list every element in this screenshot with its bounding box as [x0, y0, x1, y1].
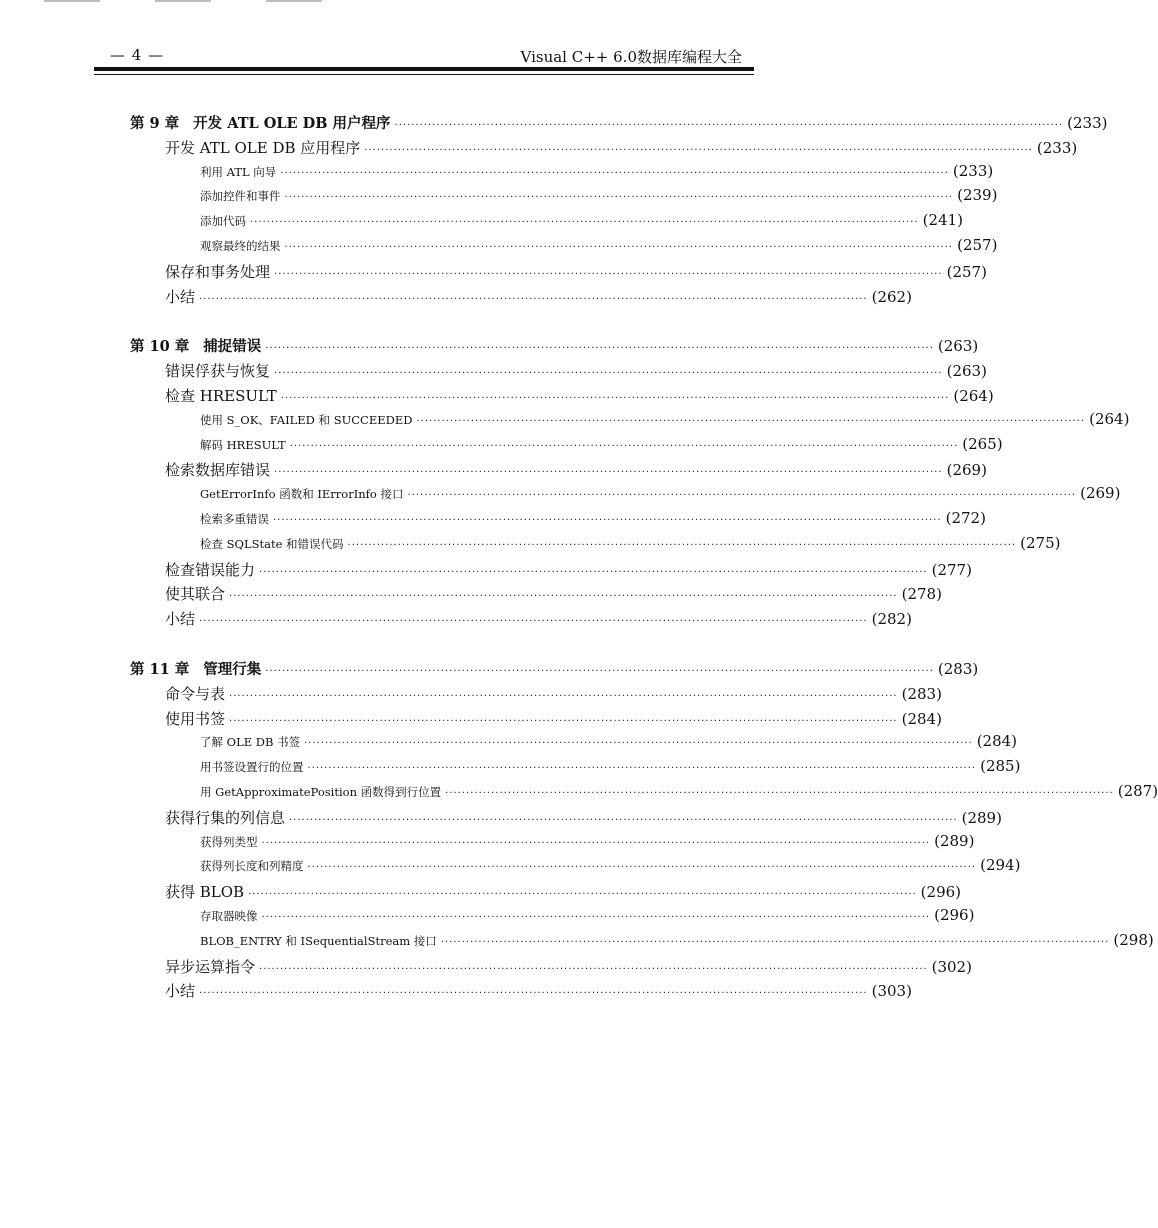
scan-mark [44, 0, 100, 2]
section-row [130, 881, 962, 906]
entry-title-group [130, 112, 391, 133]
header-rule [94, 67, 754, 71]
dot-leader: ································································································································································ [416, 415, 1086, 427]
entry-title-group [165, 459, 270, 480]
subsection-row [130, 905, 975, 931]
entry-title-group [130, 335, 261, 356]
dot-leader: ································································································································································ [307, 763, 977, 775]
page-reference: (285) [980, 757, 1021, 776]
dot-leader: ································································································································································ [261, 911, 931, 923]
subsection-row [130, 508, 986, 534]
page-reference: (233) [1036, 138, 1078, 157]
entry-title: 解码 HRESULT [200, 437, 286, 452]
subsection-row [130, 409, 1130, 435]
entry-title: 利用 ATL 向导 [200, 164, 277, 179]
dot-leader: ································································································································································ [229, 715, 898, 727]
page-reference: (284) [976, 732, 1018, 751]
scan-mark [266, 0, 322, 2]
entry-title-group [200, 164, 276, 180]
section-row [130, 559, 972, 584]
entry-title: 使用 S_OK、FAILED 和 SUCCEEDED [200, 412, 413, 427]
subsection-row [130, 235, 998, 261]
section-row [130, 807, 1002, 832]
entry-title: 开发 ATL OLE DB 用户程序 [193, 115, 391, 132]
subsection-row [130, 856, 1021, 881]
entry-title-group [165, 360, 270, 381]
dot-leader: ································································································································································ [274, 268, 943, 280]
page-reference: (241) [922, 211, 963, 230]
section-row [130, 956, 972, 981]
chapter-row [130, 335, 979, 360]
entry-title-group [200, 908, 258, 924]
dot-leader: ································································································································································ [440, 936, 1110, 948]
entry-title-group [200, 437, 286, 453]
entry-title: 小结 [165, 610, 196, 629]
dot-leader: ································································································································································ [265, 665, 934, 677]
entry-title-group [165, 559, 255, 580]
entry-title-group [165, 286, 195, 307]
page-reference: (262) [871, 287, 912, 306]
dot-leader: ································································································································································ [259, 963, 928, 975]
entry-title: 存取器映像 [200, 908, 258, 923]
dot-leader: ································································································································································ [280, 392, 950, 404]
page-reference: (289) [961, 808, 1002, 827]
entry-title-group [200, 486, 404, 502]
subsection-row [130, 211, 963, 236]
chapter-number: 第 9 章 [130, 115, 180, 132]
entry-title-group [200, 412, 413, 428]
section-row [130, 980, 912, 1005]
dot-leader: ································································································································································ [248, 889, 917, 901]
dot-leader: ································································································································································ [284, 192, 954, 204]
entry-title: 捕捉错误 [203, 338, 262, 356]
page-reference: (264) [953, 386, 994, 405]
chapter-number: 第 10 章 [130, 338, 190, 356]
page-header [96, 44, 752, 68]
entry-title-group [165, 583, 225, 604]
entry-title-group [200, 759, 304, 775]
entry-title: 检索数据库错误 [165, 461, 271, 480]
dot-leader: ································································································································································ [274, 467, 943, 479]
page-reference: (233) [952, 161, 994, 180]
page-reference: (284) [901, 709, 942, 728]
page-reference: (303) [871, 982, 912, 1001]
section-row [130, 137, 1078, 162]
chapter-row [130, 112, 1108, 137]
entry-title: 了解 OLE DB 书签 [200, 735, 301, 750]
entry-title: 小结 [165, 287, 196, 306]
page-reference: (257) [957, 235, 998, 254]
page-reference: (269) [1080, 484, 1121, 503]
page-reference: (302) [931, 957, 972, 976]
entry-title-group [200, 213, 246, 229]
section-row [130, 261, 987, 286]
entry-title-group [200, 834, 258, 850]
dot-leader: ································································································································································ [394, 120, 1064, 131]
section-row [130, 608, 912, 633]
page-reference: (269) [946, 461, 987, 480]
section-row [130, 583, 942, 608]
dot-leader: ································································································································································ [229, 591, 898, 603]
entry-title: 使其联合 [165, 585, 226, 604]
entry-title: 开发 ATL OLE DB 应用程序 [165, 138, 361, 157]
page-reference: (283) [901, 684, 942, 703]
entry-title: 获得行集的列信息 [165, 808, 286, 827]
entry-title: BLOB_ENTRY 和 ISequentialStream 接口 [200, 933, 437, 948]
section-row [130, 286, 912, 311]
entry-title-group [200, 734, 300, 750]
dot-leader: ································································································································································ [445, 787, 1114, 799]
entry-title-group [165, 137, 360, 158]
dot-leader: ································································································································································ [273, 514, 942, 526]
section-row [130, 459, 987, 484]
subsection-row [130, 161, 994, 187]
dot-leader: ································································································································································ [289, 814, 958, 826]
dot-leader: ································································································································································ [274, 368, 943, 380]
entry-title: 观察最终的结果 [200, 238, 281, 253]
page-reference: (233) [1067, 114, 1108, 132]
page-reference: (283) [937, 659, 979, 678]
entry-title: 保存和事务处理 [165, 262, 271, 281]
subsection-row [130, 434, 1003, 460]
entry-title-group [165, 385, 277, 406]
page-reference: (289) [934, 831, 975, 850]
dot-leader: ································································································································································ [199, 293, 868, 305]
entry-title: 使用书签 [165, 709, 226, 728]
page-reference: (265) [962, 434, 1003, 453]
entry-title: 检查错误能力 [165, 560, 256, 579]
entry-title-group [165, 956, 255, 977]
entry-title: 获得列类型 [200, 834, 258, 849]
section-row [130, 360, 987, 385]
entry-title: 管理行集 [203, 660, 262, 678]
dot-leader: ································································································································································ [284, 241, 954, 253]
dot-leader: ································································································································································ [364, 144, 1033, 156]
dot-leader: ································································································································································ [265, 343, 934, 355]
section-row [130, 683, 942, 708]
subsection-row [130, 757, 1021, 782]
entry-title-group [200, 784, 441, 800]
page-reference: (275) [1020, 533, 1061, 552]
dot-leader: ································································································································································ [199, 988, 868, 1000]
entry-title-group [200, 933, 437, 949]
page-reference: (263) [946, 362, 987, 381]
entry-title-group [200, 536, 344, 552]
scan-mark [155, 0, 211, 2]
entry-title-group [165, 980, 195, 1001]
entry-title: 添加控件和事件 [200, 189, 281, 204]
chapter-gap [130, 633, 754, 658]
header-rule-thin [94, 74, 754, 75]
dot-leader: ································································································································································ [304, 738, 973, 750]
chapter-number: 第 11 章 [130, 660, 190, 678]
page-reference: (272) [945, 508, 986, 527]
subsection-row [130, 533, 1061, 559]
page-reference: (278) [901, 585, 942, 604]
page-reference: (296) [920, 883, 962, 902]
entry-title-group [200, 238, 281, 254]
dot-leader: ································································································································································ [250, 217, 919, 229]
entry-title: GetErrorInfo 函数和 IErrorInfo 接口 [200, 487, 404, 502]
dot-leader: ································································································································································ [280, 167, 949, 179]
table-of-contents [130, 112, 1158, 1005]
subsection-row [130, 831, 975, 857]
entry-title: 命令与表 [165, 684, 226, 703]
subsection-row [130, 930, 1154, 956]
dot-leader: ································································································································································ [407, 490, 1077, 502]
dot-leader: ································································································································································ [307, 862, 977, 874]
entry-title: 检索多重错误 [200, 511, 269, 526]
page-reference: (294) [980, 856, 1021, 875]
entry-title: 用 GetApproximatePosition 函数得到行位置 [200, 784, 442, 799]
page-reference: (282) [871, 610, 912, 629]
page-number: — 4 — [110, 46, 165, 64]
entry-title: 错误俘获与恢复 [165, 362, 271, 381]
entry-title: 获得列长度和列精度 [200, 859, 304, 874]
page-reference: (298) [1113, 930, 1154, 949]
entry-title-group [165, 881, 244, 902]
page-reference: (277) [931, 560, 972, 579]
dot-leader: ································································································································································ [229, 690, 898, 702]
dot-leader: ································································································································································ [261, 837, 931, 849]
entry-title-group [165, 708, 225, 729]
section-row [130, 385, 994, 410]
dot-leader: ································································································································································ [259, 566, 928, 578]
entry-title-group [130, 658, 261, 679]
entry-title-group [200, 858, 304, 874]
dot-leader: ································································································································································ [347, 539, 1017, 551]
entry-title: 检查 SQLState 和错误代码 [200, 536, 344, 551]
chapter-gap [130, 310, 754, 335]
page-reference: (263) [937, 337, 979, 356]
page-reference: (239) [957, 186, 998, 205]
entry-title-group [200, 188, 281, 204]
entry-title-group [165, 608, 195, 629]
page-reference: (264) [1089, 409, 1130, 428]
subsection-row [130, 781, 1158, 807]
chapter-row [130, 658, 979, 683]
page-reference: (287) [1117, 781, 1158, 800]
entry-title: 检查 HRESULT [165, 386, 277, 405]
section-row [130, 708, 942, 733]
entry-title-group [165, 261, 270, 282]
entry-title: 小结 [165, 982, 196, 1001]
subsection-row [130, 484, 1121, 509]
entry-title: 异步运算指令 [165, 957, 256, 976]
dot-leader: ································································································································································ [199, 616, 868, 628]
page-reference: (296) [934, 905, 975, 924]
subsection-row [130, 732, 1018, 757]
entry-title: 用书签设置行的位置 [200, 760, 304, 775]
page-reference: (257) [946, 262, 987, 281]
entry-title-group [165, 683, 225, 704]
book-title: Visual C++ 6.0数据库编程大全 [520, 48, 742, 66]
dot-leader: ································································································································································ [289, 440, 959, 452]
entry-title: 获得 BLOB [165, 883, 245, 902]
entry-title-group [165, 807, 285, 828]
subsection-row [130, 186, 998, 211]
entry-title: 添加代码 [200, 214, 246, 229]
entry-title-group [200, 511, 269, 527]
